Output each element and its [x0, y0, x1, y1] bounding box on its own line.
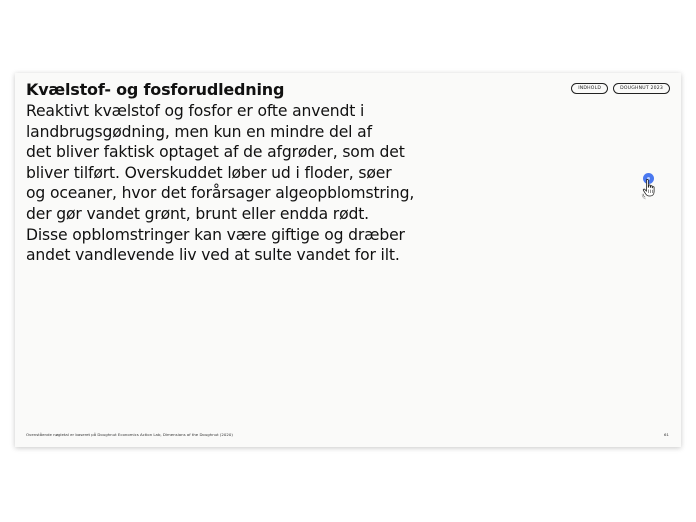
- body-line: det bliver faktisk optaget af de afgrøder, som det: [26, 143, 405, 162]
- body-line: Reaktivt kvælstof og fosfor er ofte anvendt i: [26, 102, 365, 120]
- top-nav: [571, 83, 670, 94]
- body-line: og oceaner, hvor det forårsager algeopblomstring,: [26, 184, 415, 203]
- source-footnote: Ovenstående nøgletal er baseret på Doughnut Economics Action Lab, Dimensions of the Doughnut (2020): [26, 432, 233, 437]
- body-line: der gør vandet grønt, brunt eller endda rødt.: [26, 204, 369, 223]
- contents-button[interactable]: INDHOLD: [571, 83, 608, 94]
- page-number: 61: [664, 432, 669, 437]
- slide-body: [26, 101, 466, 266]
- body-line: andet vandlevende liv ved at sulte vandet for ilt.: [26, 246, 400, 265]
- slide-title: Kvælstof- og fosforudledning: [26, 80, 285, 99]
- body-line: Disse opblomstringer kan være giftige og dræber: [26, 225, 405, 244]
- hotspot-dot-icon[interactable]: [643, 173, 654, 184]
- doughnut-2023-button[interactable]: DOUGHNUT 2023: [613, 83, 670, 94]
- body-line: landbrugsgødning, men kun en mindre del af: [26, 122, 372, 141]
- body-line: bliver tilført. Overskuddet løber ud i floder, søer: [26, 163, 392, 182]
- slide: [15, 73, 681, 447]
